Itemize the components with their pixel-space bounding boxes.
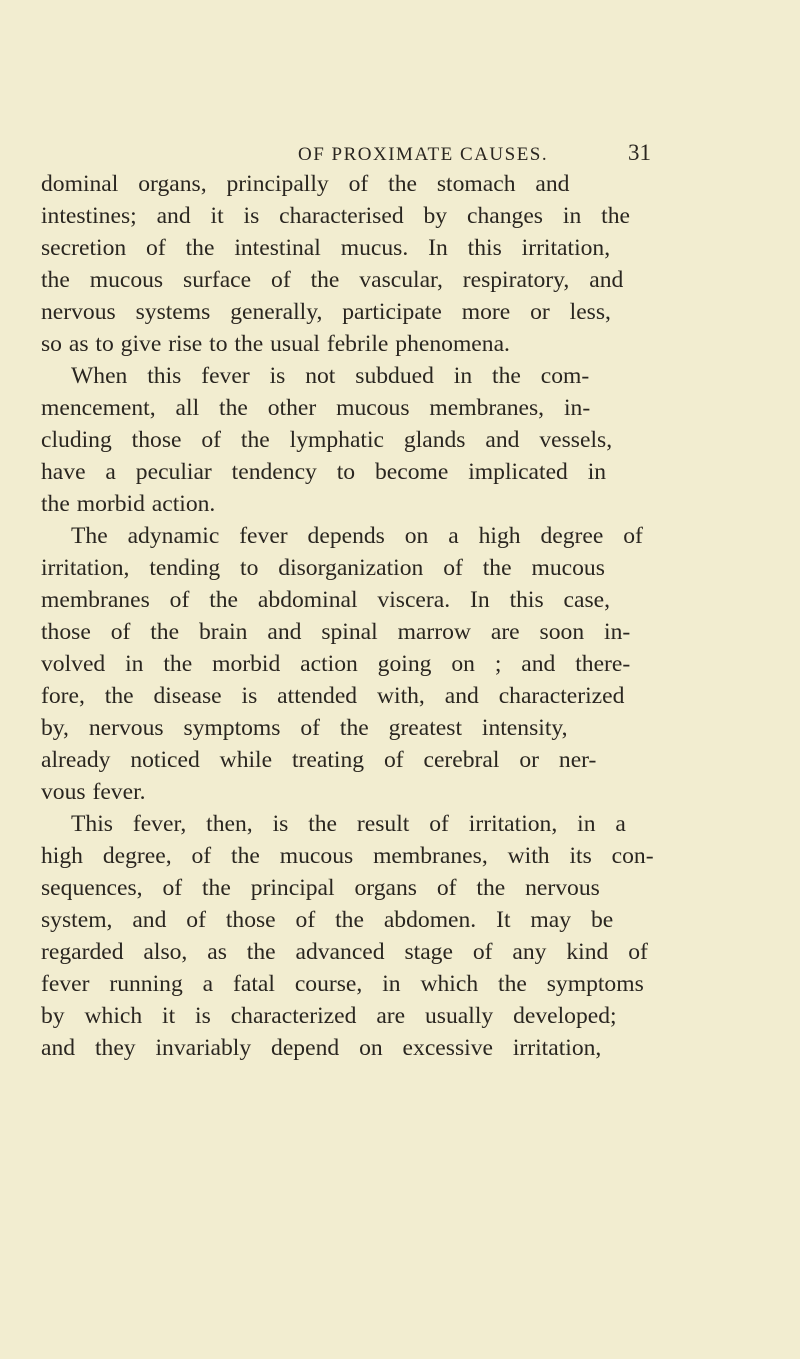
page-number: 31	[628, 140, 651, 165]
running-head: OF PROXIMATE CAUSES.	[298, 144, 549, 165]
text-line: so as to give rise to the usual febrile phenomena.	[41, 331, 510, 357]
text-line: those of the brain and spinal marrow are soon in-	[41, 619, 631, 645]
text-line: fore, the disease is attended with, and characterized	[41, 683, 625, 709]
text-line: have a peculiar tendency to become implicated in	[41, 459, 607, 485]
text-line: When this fever is not subdued in the com-	[71, 363, 590, 389]
text-line: by, nervous symptoms of the greatest intensity,	[41, 715, 568, 741]
text-line: dominal organs, principally of the stomach and	[41, 171, 570, 197]
text-line: and they invariably depend on excessive irritation,	[41, 1035, 602, 1061]
text-line: sequences, of the principal organs of the nervous	[41, 875, 600, 901]
text-line: secretion of the intestinal mucus. In this irritation,	[41, 235, 611, 261]
text-line: mencement, all the other mucous membranes, in-	[41, 395, 591, 421]
text-line: fever running a fatal course, in which the symptoms	[41, 971, 644, 997]
text-line: regarded also, as the advanced stage of any kind of	[41, 939, 648, 965]
text-line: The adynamic fever depends on a high degree of	[71, 523, 643, 549]
text-line: system, and of those of the abdomen. It may be	[41, 907, 614, 933]
text-line: already noticed while treating of cerebral or ner-	[41, 747, 597, 773]
text-line: nervous systems generally, participate more or less,	[41, 299, 611, 325]
text-line: the mucous surface of the vascular, respiratory, and	[41, 267, 624, 293]
text-line: This fever, then, is the result of irritation, in a	[71, 811, 626, 837]
text-line: the morbid action.	[41, 491, 216, 517]
text-line: high degree, of the mucous membranes, with its con-	[41, 843, 654, 869]
text-line: volved in the morbid action going on ; and there-	[41, 651, 631, 677]
text-line: irritation, tending to disorganization of the mucous	[41, 555, 605, 581]
text-line: intestines; and it is characterised by changes in the	[41, 203, 630, 229]
text-line: membranes of the abdominal viscera. In this case,	[41, 587, 611, 613]
text-line: cluding those of the lymphatic glands and vessels,	[41, 427, 613, 453]
text-line: vous fever.	[41, 779, 146, 805]
text-line: by which it is characterized are usually developed;	[41, 1003, 617, 1029]
